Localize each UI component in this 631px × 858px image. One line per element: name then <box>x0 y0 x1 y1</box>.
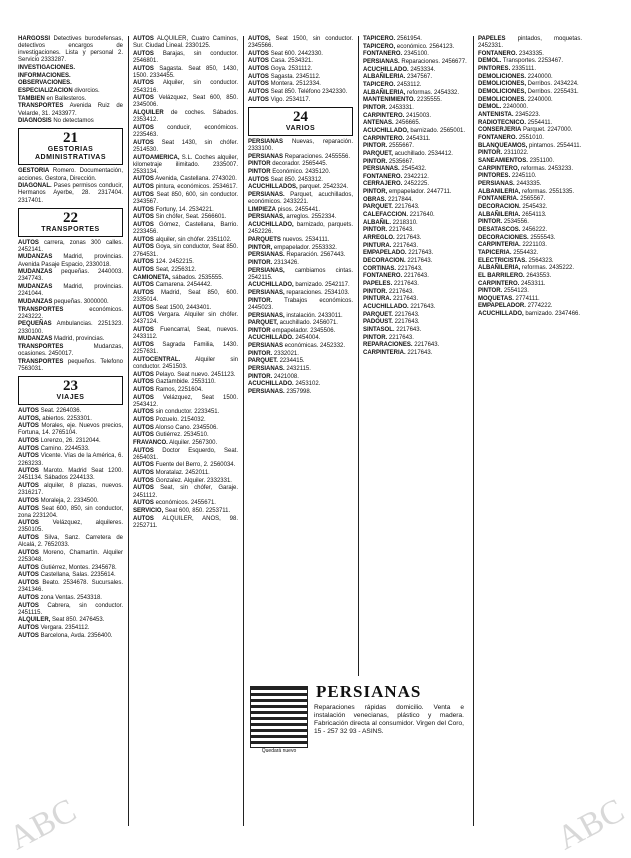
persianas-ad <box>248 682 468 822</box>
classified-ad: AUTOS Seat 600. 2442330. <box>248 50 323 57</box>
classified-ad: AUTOS Sagasta. Seat 850, 1430, 1500. 2334455. <box>133 65 238 79</box>
classified-ad: ARREGLO. 2217643. <box>363 235 422 242</box>
classified-ad: PERSIANAS, reparaciones. 2534103. <box>248 290 350 297</box>
classified-ad: PINTURA. 2217643. <box>363 242 419 249</box>
classified-ad: INFORMACIONES. <box>18 72 71 79</box>
classified-ad: TAPICERIA. 2554432. <box>478 249 539 256</box>
classified-ad: PINTOR. 2217643. <box>363 227 414 234</box>
classified-ad: MUDANZAS pequeñas. 3000000. <box>18 298 109 305</box>
classified-ad: AUTOS alquiler, sin chófer. 2351102. <box>133 236 232 243</box>
classified-ad: CARPINTERO. 2453311. <box>478 280 546 287</box>
classified-ad: CORTINAS. 2217643. <box>363 265 423 272</box>
persianas-text: Reparaciones rápidas domicilio. Venta e instalación venecianas, plástico y madera. Fabricación directa al consumidor. Virgen del Coro, 15 - 257 32 93 - ASINS. <box>314 704 464 735</box>
classified-ad: AUTOS Moreno, Chamartín. Alquiler 2253048. <box>18 549 123 564</box>
classified-ad: PARQUET. 2234415. <box>248 358 305 365</box>
classified-ad: MANTENIMIENTO. 2235555. <box>363 97 442 104</box>
classified-ad: AUTOS Silva, Sanz. Carretera de Alcalá, 2. 7652033. <box>18 535 123 549</box>
classified-ad: CARPINTERO. 2415003. <box>363 112 432 119</box>
col2-ads <box>133 36 238 530</box>
column-divider <box>128 36 129 826</box>
column-1 <box>18 36 123 836</box>
classified-ad: AUTOS Camarena. 2454442. <box>133 282 212 289</box>
classified-ad: AUTOS Avenida, Castellana. 2743020. <box>133 176 237 183</box>
classified-ad: PINTORES. 2245110. <box>478 173 537 180</box>
col5-ads <box>478 36 582 318</box>
classified-ad: AUTOS Gutiérrez, Montes. 2345678. <box>18 564 117 571</box>
classified-ad: DESATASCOS. 2456222. <box>478 226 548 233</box>
classified-ad: AUTOS, Seat 1500, sin conductor. 2345566. <box>248 36 353 50</box>
classified-ad: PINTORES. 2335111. <box>478 66 537 73</box>
classified-ad: AUTOS Moraleja, 2. 2334500. <box>18 497 99 504</box>
classified-ad: HARGOSSI Detectives burodefensas, detectivos encargos de investigaciones. Lista y personal 2. Servicio 2333287. <box>18 36 123 64</box>
classified-ad: AUTOCENTRAL. Alquiler sin conductor. 2451503. <box>133 356 238 370</box>
classified-ad: CARPINTERIA. 2217643. <box>363 349 433 356</box>
classified-ad: DECORACIONES. 2555543. <box>478 234 556 241</box>
section-number: 24 <box>293 108 308 125</box>
classified-ad: EMPAPELADO. 2217643. <box>363 250 434 257</box>
col1-top-ads <box>18 36 123 125</box>
classified-ad: AUTOS Barcelona, Avda. 2356400. <box>18 632 113 639</box>
classified-ad: MUDANZAS Madrid, provincias. Avenida Pasaje Espacio, 2330018. <box>18 254 123 268</box>
col4-ads <box>363 36 468 357</box>
classified-ad: AUTOS Seat 600, 850, sin conductor, zona 2231204. <box>18 505 123 519</box>
classified-ad: GESTORIA Romero. Documentación, acciones. Gestora, Dirección. <box>18 168 123 182</box>
column-2 <box>133 36 238 836</box>
classified-ad: PINTOR. 2555667. <box>363 143 414 150</box>
classified-ad: CERRAJERO. 2452225. <box>363 181 430 188</box>
classified-ad: PINTOR. 2311022. <box>478 150 529 157</box>
classified-ad: CALEFACCION. 2217640. <box>363 212 435 219</box>
classified-ad: BLANQUEAMOS, pintamos. 2554411. <box>478 142 582 149</box>
classified-ad: DECORACION. 2545432. <box>478 203 548 210</box>
classified-ad: RADIOTECNICO. 2554411. <box>478 119 553 126</box>
classified-ad: LIMPIEZA pisos. 2455441. <box>248 206 321 213</box>
classified-ad: AUTOS Pozuelo. 2154032. <box>133 416 206 423</box>
classified-ad: ALBAÑILERIA, reformas. 2435222. <box>478 265 575 272</box>
classified-ad: PINTOR. 2332021. <box>248 350 299 357</box>
classified-ad: TAPICERO. 2561954. <box>363 36 422 42</box>
section-number: 21 <box>63 130 78 147</box>
classified-ad: TRANSPORTES Avenida Ruiz de Velarde, 31. 2433977. <box>18 103 123 117</box>
classified-ad: AUTOS Seat 1430, sin chófer. 2514530. <box>133 139 238 153</box>
col3-top-ads <box>248 36 353 104</box>
classified-ad: CARPINTERO, reformas. 2453233. <box>478 165 574 172</box>
classified-ad: PINTOR. 2217643. <box>363 288 414 295</box>
classified-ad: AUTOS alquiler, 8 plazas, nuevos. 2316217. <box>18 483 123 497</box>
classified-ad: ACUCHILLADO. 2217643. <box>363 303 436 310</box>
classified-ad: PERSIANAS, cambiamos cintas. 2542115. <box>248 267 353 281</box>
classified-ad: ALBAÑILERIA. 2347567. <box>363 74 433 81</box>
classified-ad: CONSERJERIA Parquet. 2247000. <box>478 127 573 134</box>
classified-ad: PERSIANAS económicas. 2452332. <box>248 343 346 350</box>
classified-ad: TRANSPORTES económicos. 2243222. <box>18 306 123 320</box>
classified-ad: AUTOAMERICA, S.L. Coches alquiler, kilometraje ilimitado. 2335007. 2533134. <box>133 154 238 175</box>
classified-ad: SERVICIO, Seat 600, 850. 2253711. <box>133 507 231 514</box>
column-divider <box>473 36 474 826</box>
classified-ad: PINTOR Económico. 2435120. <box>248 169 331 176</box>
classified-ad: TAPICERO, económico. 2564123. <box>363 43 455 50</box>
classified-ad: AUTOS Gonzalez. Alquiler. 2332331. <box>133 477 232 484</box>
section-title: TRANSPORTES <box>41 225 100 233</box>
classified-ad: ANTENISTA. 2345223. <box>478 112 541 119</box>
classified-ad: MOQUETAS. 2774111. <box>478 295 540 302</box>
classified-ad: FRAVANCO. Alquiler. 2567300. <box>133 439 218 446</box>
classified-ad: FONTANERO. 2345100. <box>363 51 429 58</box>
classified-ad: AUTOS ALQUILER, Cuatro Caminos, Sur. Ciudad Lineal. 2330125. <box>133 36 238 50</box>
classified-ad: CARPINTERO. 2454311. <box>363 135 431 142</box>
classified-ad: AUTOS Gómez, Castellana, Barrio. 2233456. <box>133 221 238 236</box>
column-divider <box>243 36 244 826</box>
classified-ad: PARQUET, acuchillado. 2534412. <box>363 150 453 157</box>
section-title: VIAJES <box>56 393 85 401</box>
classified-ad: AUTOS Seat, sin chófer, Garaje. 2451112. <box>133 485 238 499</box>
classified-ad: ALBANILERIA, reformas. 2551335. <box>478 188 575 195</box>
classified-ad: PAPELES pintados, moquetas. 2452331. <box>478 36 582 50</box>
classified-ad: AUTOS Goya. 2531112. <box>248 66 313 73</box>
classified-ad: MUDANZAS pequeñas. 2440003. 2347743. <box>18 269 123 283</box>
classified-ad: SANEAMIENTOS. 2351100. <box>478 158 555 164</box>
classified-ad: AUTOS Pelayo. Seat nuevo. 2451123. <box>133 371 236 378</box>
classified-ad: ACUCHILLADO, barnizado. 2542117. <box>248 282 350 289</box>
classified-ad: ESPECIALIZACION divorcios. <box>18 88 100 95</box>
classified-ad: REPARACIONES. 2217643. <box>363 342 440 349</box>
classified-ad: AUTOS, abiertos. 2253301. <box>18 415 92 422</box>
classified-ad: AUTOS Fuencarral, Seat, nuevos. 2433112. <box>133 327 238 341</box>
classified-ad: AUTOS Seat 850, 600, sin conductor. 2343567. <box>133 191 238 205</box>
classified-ad: AUTOS Barajas, sin conductor. 2546801. <box>133 50 238 64</box>
classified-ad: PERSIANAS. 2545432. <box>363 166 427 173</box>
classified-ad: FONTANERIA. 2565567. <box>478 196 546 203</box>
classified-ad: INVESTIGACIONES. <box>18 65 76 72</box>
classified-ad: AUTOS Castellana, Salas. 2235614. <box>18 572 116 579</box>
section-21-header <box>18 128 123 165</box>
classified-ad: FONTANERO. 2551010. <box>478 135 544 142</box>
classified-ad: PERSIANAS, arreglos. 2552334. <box>248 214 337 221</box>
classified-ad: DEMOL. Transportes. 2253467. <box>478 58 564 65</box>
classified-ad: AUTOS Vergara. Alquiler sin chófer. 2437124. <box>133 312 238 326</box>
classified-ad: AUTOS Seat 850. 2453312. <box>248 176 323 183</box>
classified-ad: PAPELES. 2217643. <box>363 281 419 287</box>
classified-ad: PARQUET. 2217643. <box>363 311 420 318</box>
classified-ad: SINTASOL. 2217643. <box>363 326 422 333</box>
classified-ad: PINTURA. 2217643. <box>363 296 419 303</box>
classified-ad: FONTANERO. 2342212. <box>363 173 429 180</box>
classified-ad: PINTOR, empapelador. 2447711. <box>363 189 452 196</box>
classified-ad: PARQUET, acuchillado. 2456071. <box>248 320 338 327</box>
classified-ad: AUTOS carrera, zonas 300 calles. 2452141. <box>18 239 123 253</box>
classified-ad: AUTOS Morales, eje. Nuevos precios, Fortuna, 14. 2765104. <box>18 423 123 437</box>
classified-ad: AUTOS Sagasta. 2345112. <box>248 73 321 80</box>
classified-ad: PERSIANAS Reparaciones. 2455556. <box>248 153 351 160</box>
classified-ad: AUTOS Alonso Cano. 2345506. <box>133 424 218 431</box>
classified-page <box>18 36 608 836</box>
persianas-caption: Quedará nuevo <box>261 748 297 754</box>
classified-ad: PINTOR. 2453331. <box>363 104 414 111</box>
classified-ad: AUTOS Doctor Esquerdo, Seat. 2654031. <box>133 447 238 461</box>
classified-ad: AUTOS Seat 850. Teléfono 2342330. <box>248 89 348 96</box>
classified-ad: CAMIONETA, sábados. 2535555. <box>133 274 224 281</box>
section-22-header <box>18 208 123 237</box>
classified-ad: ACUCHILLADO. 2453102. <box>248 381 321 388</box>
classified-ad: AUTOS Velázquez, Seat 600, 850. 2345006. <box>133 95 238 109</box>
classified-ad: AUTOS zona Ventas. 2543318. <box>18 594 102 601</box>
classified-ad: DEMOLICIONES. 2240000. <box>478 73 553 80</box>
classified-ad: ACUCHILLADO, barnizado. 2347466. <box>478 311 581 318</box>
classified-ad: PINTOR. 2313426. <box>248 259 299 266</box>
classified-ad: DEMOLICIONES, Derribos. 2434224. <box>478 81 579 88</box>
classified-ad: AUTOS 124. 2452215. <box>133 259 194 266</box>
classified-ad: AUTOS Seat 1500, 2443401. <box>133 304 212 311</box>
classified-ad: ALBAÑILERIA. 2654113. <box>478 211 547 218</box>
classified-ad: PEQUEÑAS Ambulancias. 2251323. 2330100. <box>18 321 123 335</box>
classified-ad: AUTOS Casa. 2534321. <box>248 58 313 65</box>
persianas-title: PERSIANAS <box>316 682 422 701</box>
abc-watermark: ABC <box>551 791 631 858</box>
classified-ad: AUTOS Alquiler, sin conductor. 2543216. <box>133 80 238 94</box>
section-24-header <box>248 107 353 136</box>
classified-ad: AUTOS Sin chófer, Seat. 2566601. <box>133 214 227 221</box>
classified-ad: AUTOS Gaztambide. 2553110. <box>133 379 216 386</box>
classified-ad: AUTOS Gutiérrez. 2534510. <box>133 432 209 439</box>
classified-ad: AUTOS Cabrera, sin conductor. 2451115. <box>18 602 123 616</box>
classified-ad: TRANSPORTES Mudanzas, ocasiones. 2450017. <box>18 343 123 357</box>
classified-ad: PINTOR decorador. 2565445. <box>248 161 328 168</box>
classified-ad: DEMOL. 2240000. <box>478 104 529 111</box>
section-title: GESTORIAS ADMINISTRATIVAS <box>34 146 107 162</box>
section-number: 23 <box>63 377 78 394</box>
classified-ad: PINTOR. Trabajos económicos. 2445023. <box>248 297 353 311</box>
classified-ad: PINTOR, empapelador. 2553332. <box>248 244 337 251</box>
classified-ad: PARQUETS nuevos. 2534111. <box>248 236 330 243</box>
classified-ad: AUTOS Goya, sin conductor, Seat 850. 2764531. <box>133 244 238 258</box>
classified-ad: ACUCHILLADO. 2453334. <box>363 66 436 73</box>
classified-ad: PERSIANAS. 2432115. <box>248 366 311 373</box>
classified-ad: ANTENAS. 2456665. <box>363 120 421 127</box>
classified-ad: PINTOR. 2535667. <box>363 158 414 165</box>
classified-ad: ACUCHILLADO. 2454004. <box>248 335 321 342</box>
classified-ad: ELECTRICISTAS. 2564323. <box>478 257 554 264</box>
classified-ad: PINTOR empapelador. 2345506. <box>248 327 336 334</box>
col3-s24-ads <box>248 139 353 396</box>
classified-ad: ACUCHILLADOS, parquet. 2542324. <box>248 184 349 191</box>
classified-ad: AUTOS económicos. 2455671. <box>133 500 216 507</box>
column-4 <box>363 36 468 676</box>
classified-ad: DECORACION. 2217643. <box>363 258 433 265</box>
column-5 <box>478 36 582 836</box>
classified-ad: AUTOS Beato. 2534678. Sucursales. 2341346. <box>18 580 123 594</box>
classified-ad: AUTOS Ramos, 2251604. <box>133 386 203 393</box>
classified-ad: PERSIANAS. 2357998. <box>248 389 312 396</box>
classified-ad: ALQUILER, Seat 850. 2476453. <box>18 617 105 624</box>
classified-ad: TAPICERO. 2453112. <box>363 81 422 88</box>
classified-ad: AUTOS Camino. 2244533. <box>18 445 90 452</box>
column-divider <box>358 36 359 676</box>
classified-ad: AUTOS Sagrada Familia, 1430. 2257631. <box>133 341 238 356</box>
classified-ad: DEMOLICIONES, Derribos. 2255431. <box>478 89 579 96</box>
classified-ad: AUTOS Vigo. 2534117. <box>248 96 311 103</box>
section-23-header <box>18 376 123 405</box>
classified-ad: PINTOR. 2554123. <box>478 288 529 295</box>
classified-ad: AUTOS Vergara. 2354112. <box>18 625 90 631</box>
classified-ad: AUTOS Velázquez, alquileres. 2350105. <box>18 520 123 534</box>
classified-ad: DIAGNOSIS No detectamos <box>18 118 94 125</box>
blind-illustration <box>250 686 308 748</box>
classified-ad: ALQUILER de coches. Sábados. 2353412. <box>133 110 238 124</box>
classified-ad: FONTANERO. 2343335. <box>478 50 544 57</box>
classified-ad: PERSIANAS. Reparación. 2567443. <box>248 252 346 259</box>
classified-ad: AUTOS Madrid, Seat 850, 600. 2335014. <box>133 289 238 303</box>
classified-ad: PADOUST. 2217643. <box>363 319 420 326</box>
classified-ad: OBRAS. 2217844. <box>363 196 414 203</box>
classified-ad: AUTOS ALQUILER, ANOS, 98. 2252711. <box>133 515 238 529</box>
classified-ad: EMPAPELADOR. 2774222. <box>478 303 553 310</box>
classified-ad: AUTOS Maroto. Madrid Seat 1200. 2451134. Sábados 2244133. <box>18 468 123 482</box>
classified-ad: AUTOS Fuente del Berro, 2. 2560034. <box>133 462 236 469</box>
classified-ad: AUTOS Seat. 2264036. <box>18 407 82 414</box>
classified-ad: ALBAÑIL. 2218310. <box>363 219 418 226</box>
classified-ad: AUTOS Velázquez, Seat 1500. 2543412. <box>133 394 238 408</box>
classified-ad: PINTOR. 2534556. <box>478 219 529 226</box>
classified-ad: PERSIANAS. 2443335. <box>478 180 542 187</box>
classified-ad: ALBAÑILERIA, reformas. 2454332. <box>363 89 460 96</box>
classified-ad: PINTOR. 2421008. <box>248 373 299 380</box>
classified-ad: ACUCHILLADO, barnizado. 2565001. <box>363 127 466 134</box>
abc-watermark: ABC <box>3 791 83 858</box>
classified-ad: PERSIANAS. Parquet, acuchillados, económicos. 2433221. <box>248 192 353 206</box>
classified-ad: AUTOS Moratalaz. 2452011. <box>133 470 210 477</box>
classified-ad: PINTOR. 2217643. <box>363 334 414 341</box>
section-number: 22 <box>63 209 78 226</box>
col1-s21-ads <box>18 168 123 204</box>
classified-ad: DEMOLICIONES. 2240000. <box>478 96 553 103</box>
classified-ad: CARPINTERIA. 2221103. <box>478 242 547 249</box>
section-title: VARIOS <box>285 124 316 132</box>
classified-ad: AUTOS Montera. 2512334. <box>248 81 321 88</box>
col1-s23-ads <box>18 408 123 640</box>
classified-ad: AUTOS Seat, 2256312. <box>133 266 197 273</box>
classified-ad: MUDANZAS Madrid, provincias. 2241044. <box>18 284 123 298</box>
classified-ad: DIAGONAL. Pases permisos conducir, Hermanos Ayerbe, 28. 2317404. 2317401. <box>18 183 123 204</box>
classified-ad: PARQUET. 2217643. <box>363 204 420 211</box>
classified-ad: TAMBIEN en Ballesteros. <box>18 95 87 102</box>
classified-ad: PERSIANAS. Reparaciones. 2456677. <box>363 58 467 65</box>
classified-ad: EL BARRILERO. 2643553. <box>478 272 552 279</box>
classified-ad: PERSIANAS Nuevas, reparación. 2333100. <box>248 138 353 153</box>
classified-ad: AUTOS conducir, económicos. 2235463. <box>133 124 238 139</box>
classified-ad: AUTOS Vicente. Vías de la América, 6. 2263233. <box>18 453 123 467</box>
classified-ad: AUTOS pintura, económicos. 2534617. <box>133 184 238 191</box>
classified-ad: FONTANERO. 2217643. <box>363 273 429 280</box>
classified-ad: PERSIANAS, instalación. 2433011. <box>248 312 343 319</box>
col1-s22-ads <box>18 240 123 373</box>
classified-ad: AUTOS sin conductor. 2233451. <box>133 409 220 416</box>
classified-ad: AUTOS Fortuny, 14. 2534221. <box>133 206 214 213</box>
column-3 <box>248 36 353 676</box>
classified-ad: OBSERVACIONES. <box>18 80 72 87</box>
classified-ad: AUTOS Lorenzo, 26. 2312044. <box>18 438 101 445</box>
classified-ad: MUDANZAS Madrid, provincias. <box>18 336 105 343</box>
classified-ad: TRANSPORTES pequeños. Telefono 7563031. <box>18 358 123 372</box>
classified-ad: ACUCHILLADO, barnizado, parquets. 2452226. <box>248 222 353 236</box>
